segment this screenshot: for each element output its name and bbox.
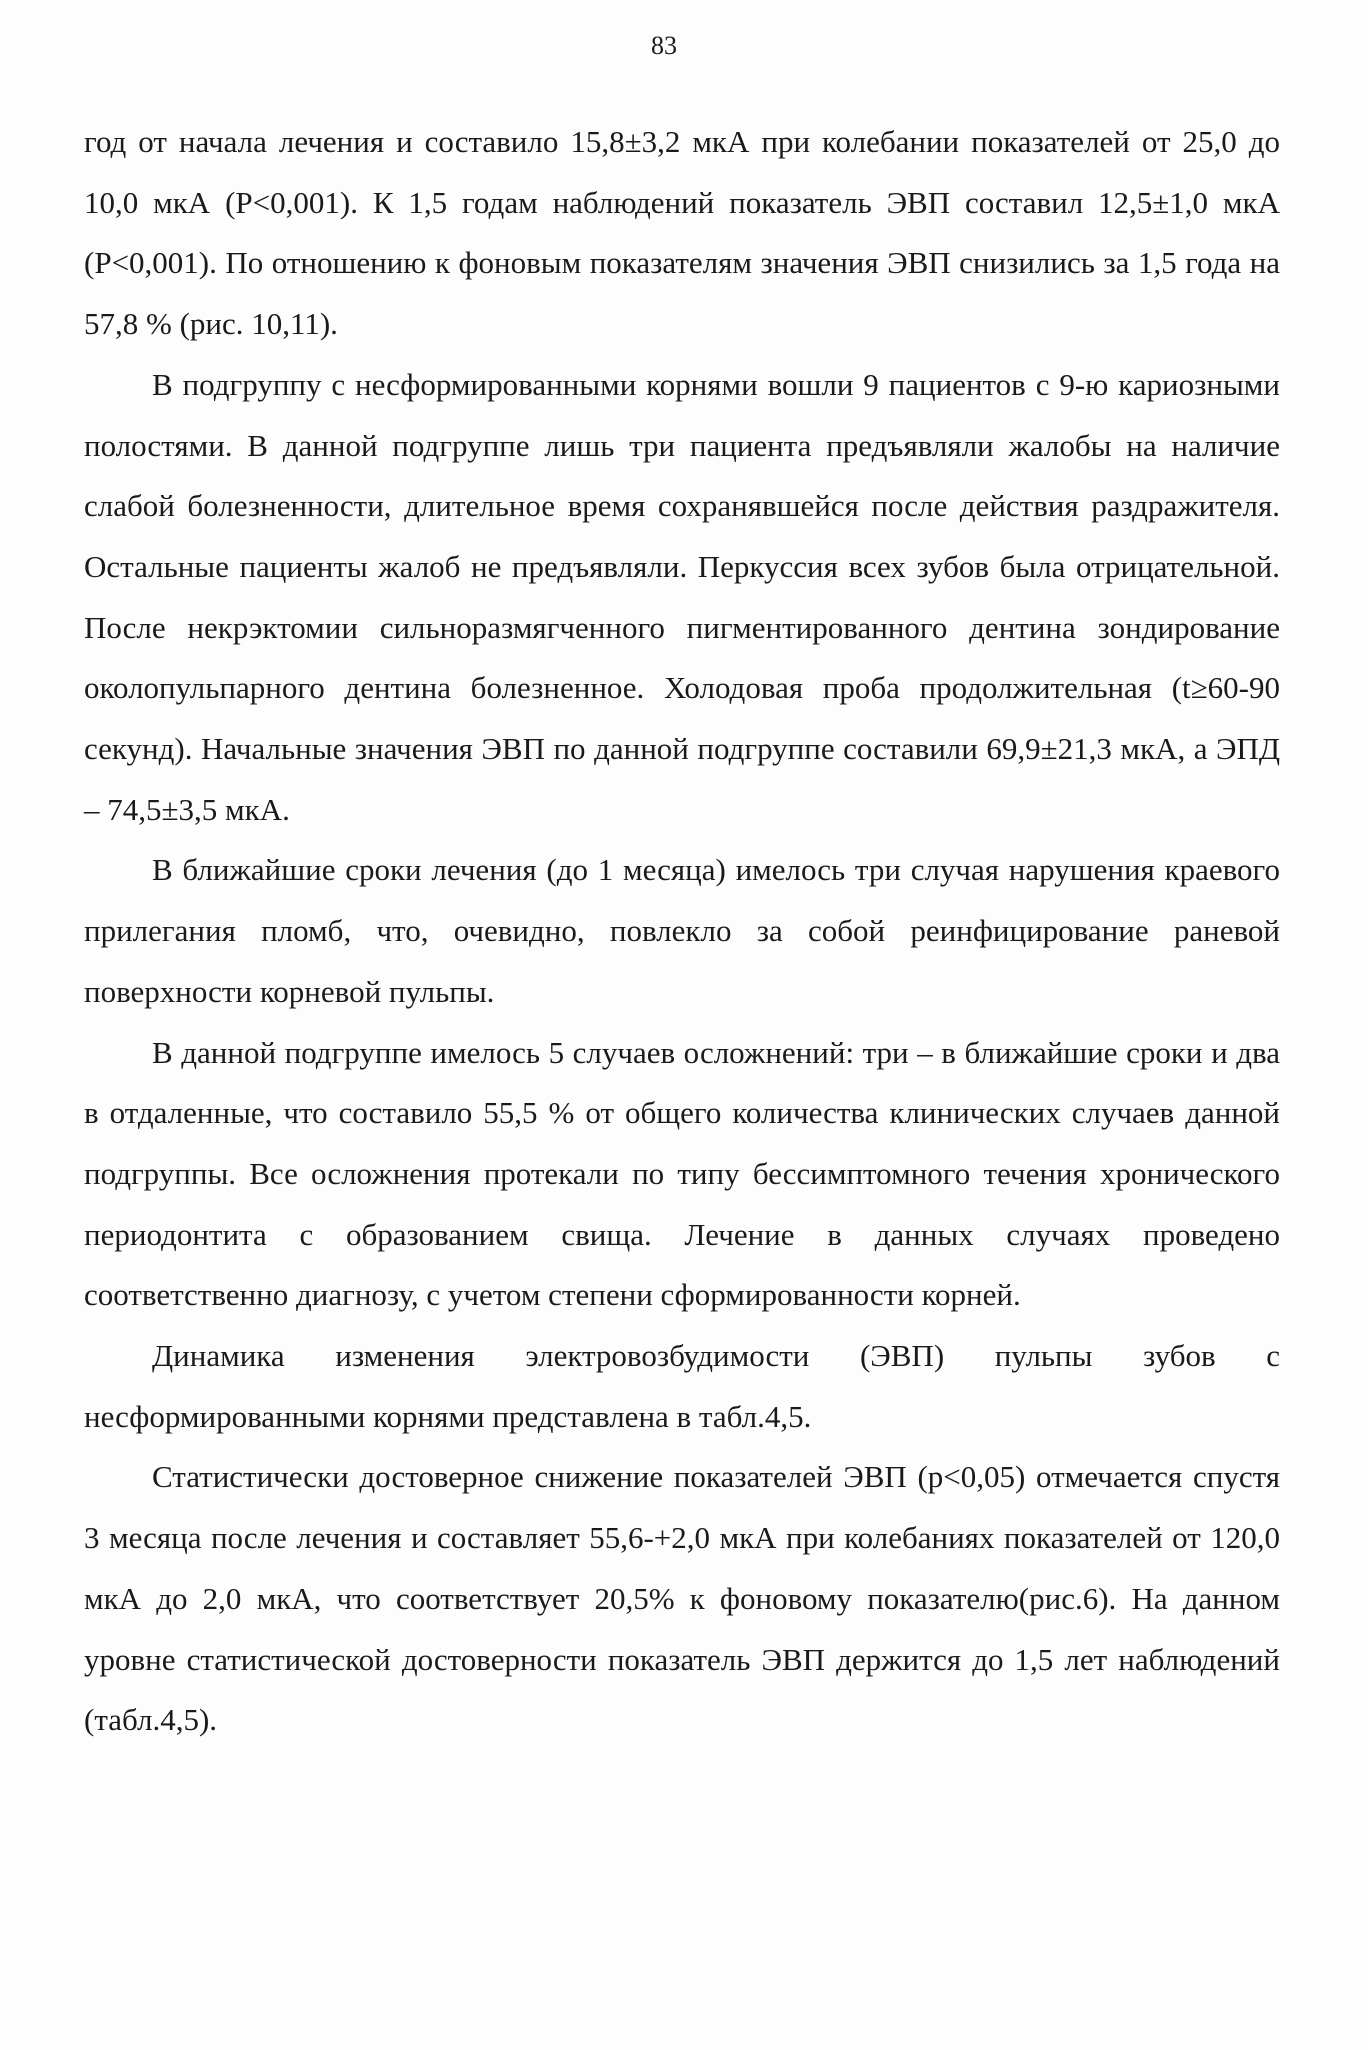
page-number: 83: [651, 31, 677, 60]
paragraph-dynamics: Динамика изменения электровозбудимости (ЭВП) пульпы зубов с несформированными корнями представлена в табл.4,5.: [84, 1338, 1280, 1434]
paragraph-continuation: год от начала лечения и составило 15,8±3,2 мкА при колебании показателей от 25,0 до 10,0 мкА (Р<0,001). К 1,5 годам наблюдений показатель ЭВП составил 12,5±1,0 мкА (Р<0,001). По отношению к фоновым показателям значения ЭВП снизились за 1,5 года на 57,8 % (рис. 10,11).: [84, 124, 1280, 342]
document-body: [84, 112, 1280, 1751]
paragraph-early-treatment: В ближайшие сроки лечения (до 1 месяца) имелось три случая нарушения краевого прилегания пломб, что, очевидно, повлекло за собой реинфицирование раневой поверхности корневой пульпы.: [84, 852, 1280, 1009]
paragraph-complications: В данной подгруппе имелось 5 случаев осложнений: три – в ближайшие сроки и два в отдаленные, что составило 55,5 % от общего количества клинических случаев данной подгруппы. Все осложнения протекали по типу бессимптомного течения хронического периодонтита с образованием свища. Лечение в данных случаях проведено соответственно диагнозу, с учетом степени сформированности корней.: [84, 1034, 1280, 1313]
paragraph-statistics: Статистически достоверное снижение показателей ЭВП (р<0,05) отмечается спустя 3 месяца после лечения и составляет 55,6-+2,0 мкА при колебаниях показателей от 120,0 мкА до 2,0 мкА, что соответствует 20,5% к фоновому показателю(рис.6). На данном уровне статистической достоверности показатель ЭВП держится до 1,5 лет наблюдений (табл.4,5).: [84, 1459, 1280, 1738]
paragraph-subgroup-description: В подгруппу с несформированными корнями вошли 9 пациентов с 9-ю кариозными полостями. В данной подгруппе лишь три пациента предъявляли жалобы на наличие слабой болезненности, длительное время сохранявшейся после действия раздражителя. Остальные пациенты жалоб не предъявляли. Перкуссия всех зубов была отрицательной. После некрэктомии сильноразмягченного пигментированного дентина зондирование околопульпарного дентина болезненное. Холодовая проба продолжительная (t≥60-90 секунд). Начальные значения ЭВП по данной подгруппе составили 69,9±21,3 мкА, а ЭПД – 74,5±3,5 мкА.: [84, 366, 1280, 827]
